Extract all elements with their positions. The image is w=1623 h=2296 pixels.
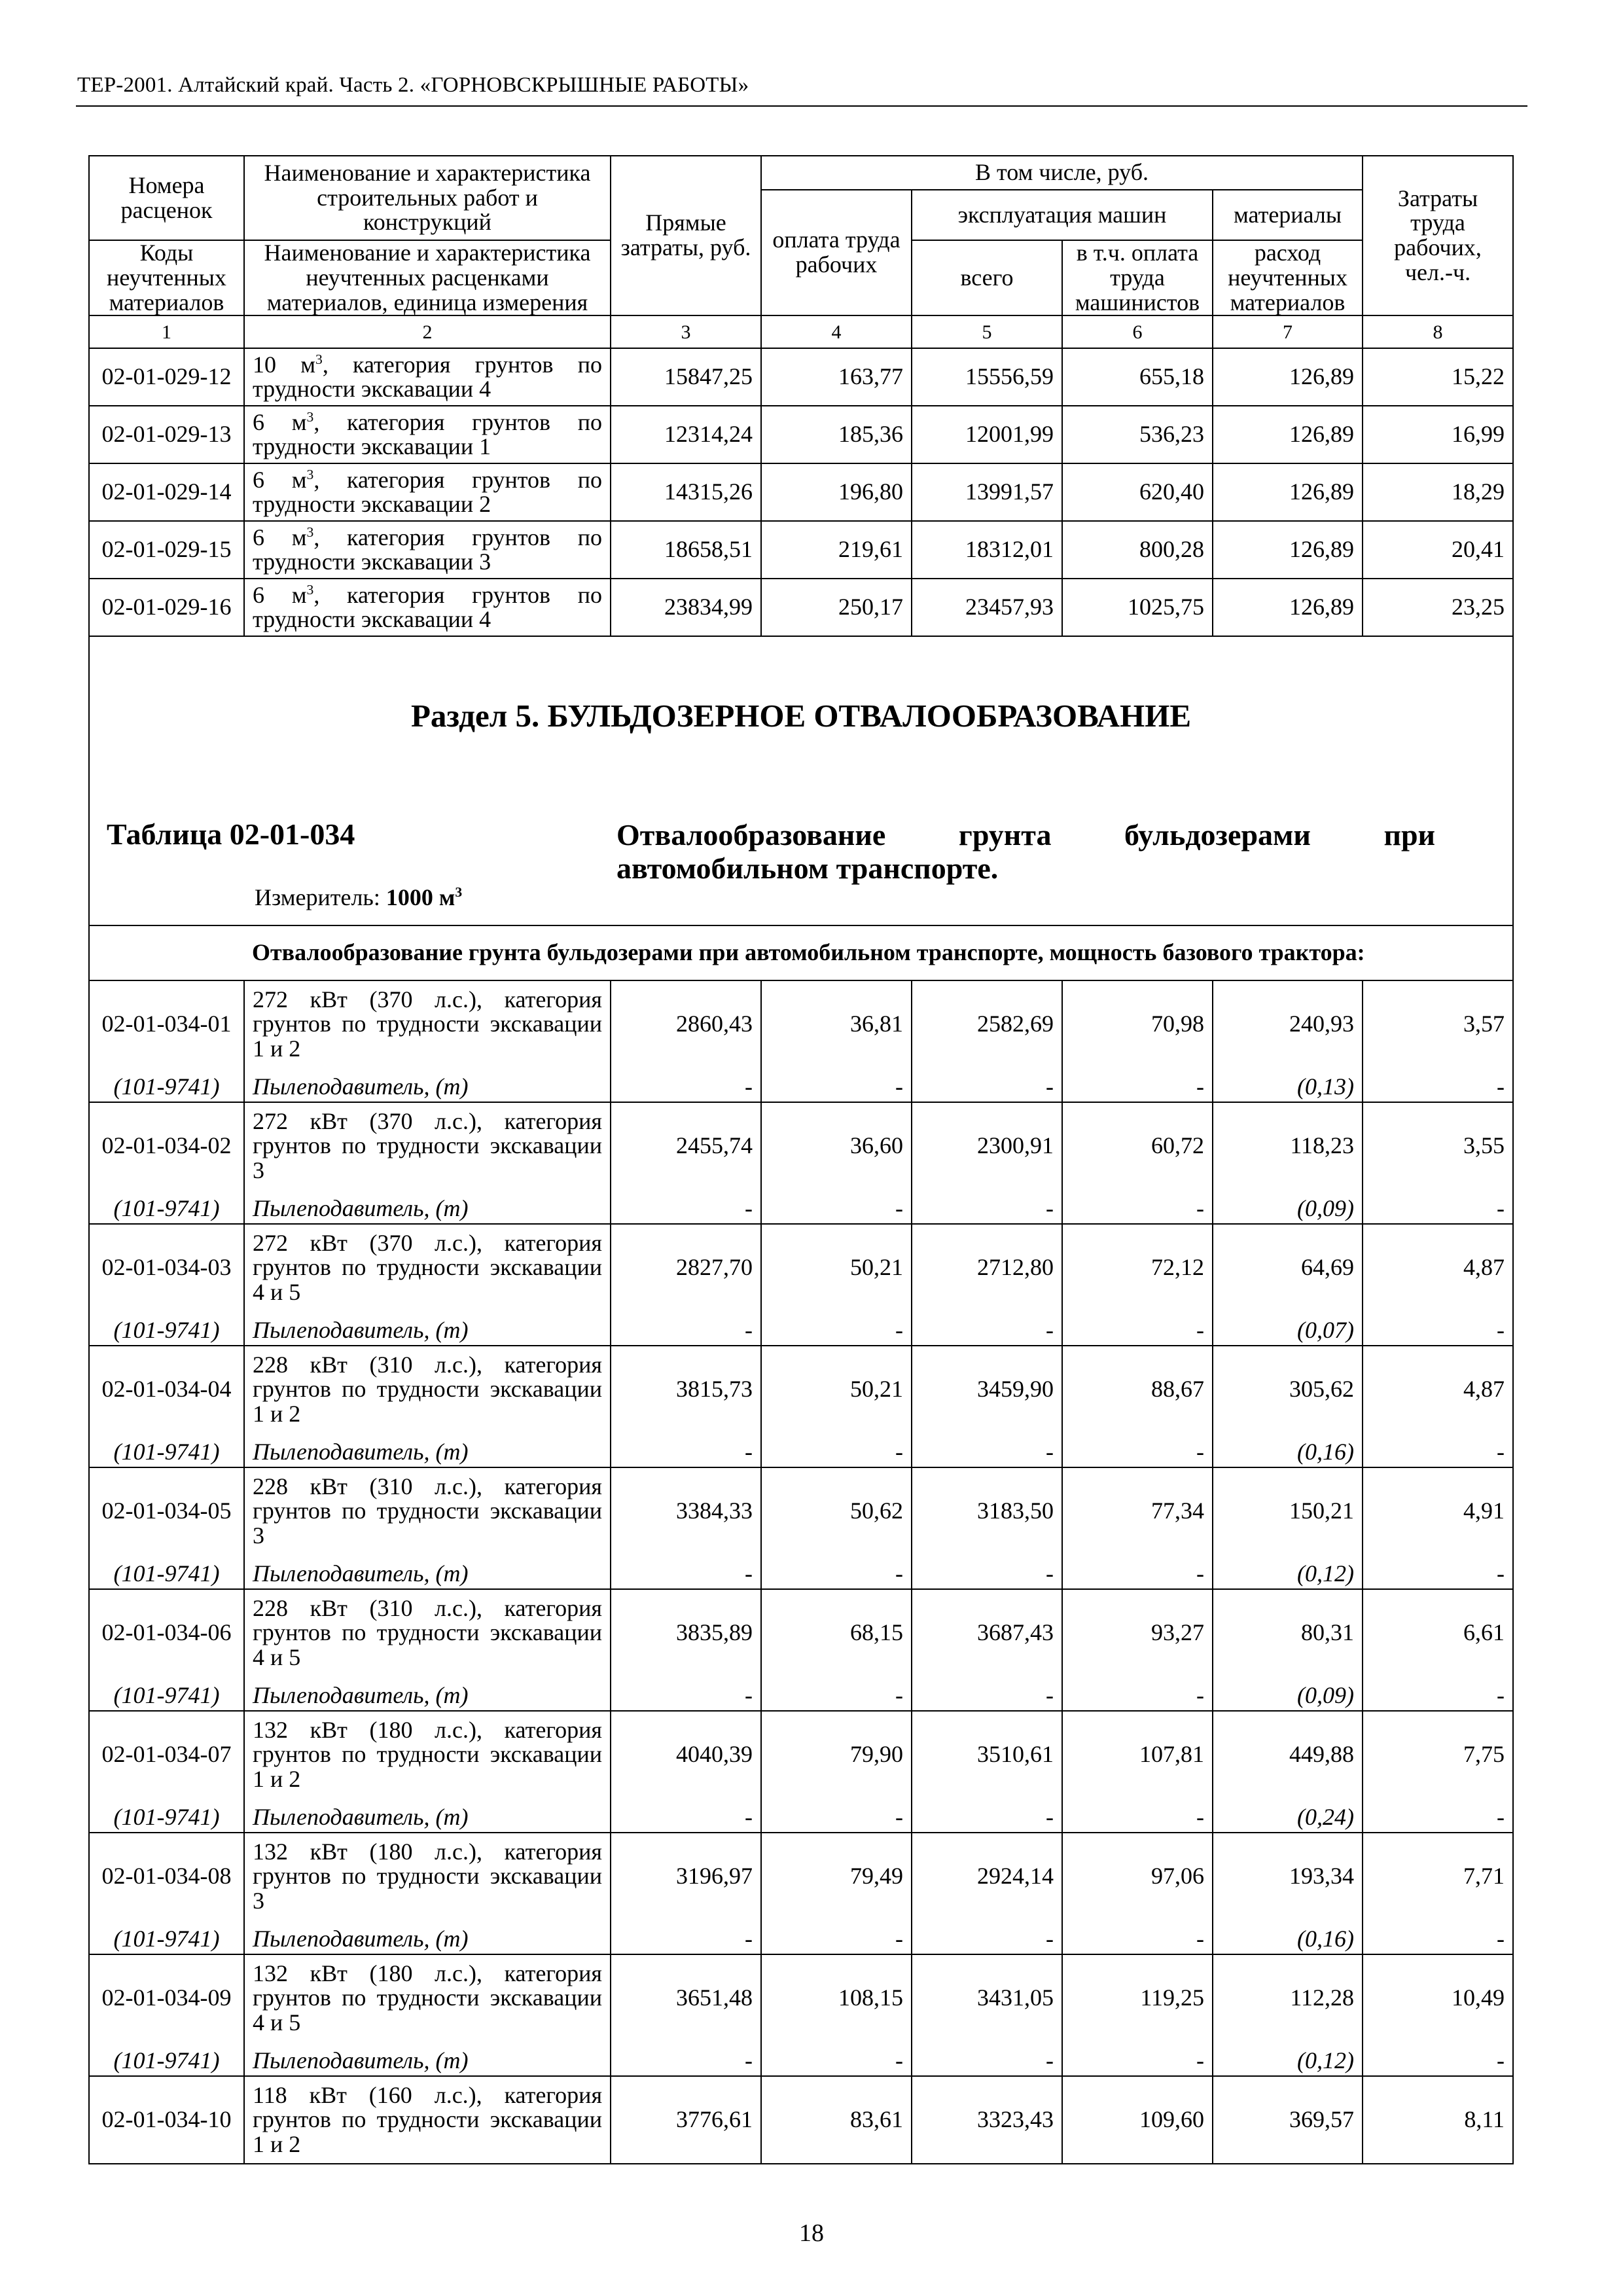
material-value: (0,09) xyxy=(1213,1676,1363,1711)
material-value: - xyxy=(1363,2041,1513,2076)
value-cell: 88,67 xyxy=(1062,1346,1213,1433)
value-cell: 109,60 xyxy=(1062,2076,1213,2164)
value-cell: 18658,51 xyxy=(611,521,761,579)
column-number: 3 xyxy=(611,315,761,348)
col-work-name: Наименование и характеристика строительных работ и конструкций xyxy=(244,156,611,240)
col-material-codes: Коды неучтенных материалов xyxy=(89,240,244,315)
column-number: 6 xyxy=(1062,315,1213,348)
material-name: Пылеподавитель, (т) xyxy=(244,1676,611,1711)
value-cell: 2300,91 xyxy=(912,1102,1062,1189)
value-cell: 250,17 xyxy=(761,579,912,636)
rates-table xyxy=(88,155,1514,2164)
material-value: - xyxy=(912,1433,1062,1467)
material-value: - xyxy=(611,1920,761,1954)
value-cell: 72,12 xyxy=(1062,1224,1213,1311)
value-cell: 126,89 xyxy=(1213,521,1363,579)
rate-name: 118 кВт (160 л.с.), категория грунтов по трудности экскавации 1 и 2 xyxy=(244,2076,611,2164)
rate-name: 132 кВт (180 л.с.), категория грунтов по трудности экскавации 4 и 5 xyxy=(244,1954,611,2041)
value-cell: 2712,80 xyxy=(912,1224,1062,1311)
value-cell: 3384,33 xyxy=(611,1467,761,1554)
value-cell: 3651,48 xyxy=(611,1954,761,2041)
material-value: (0,09) xyxy=(1213,1189,1363,1224)
table-row xyxy=(89,1589,1513,1676)
material-row xyxy=(89,1067,1513,1102)
rate-name: 272 кВт (370 л.с.), категория грунтов по трудности экскавации 1 и 2 xyxy=(244,980,611,1067)
material-value: - xyxy=(1062,1189,1213,1224)
measure-label: Измеритель: xyxy=(255,884,380,911)
material-row xyxy=(89,1433,1513,1467)
material-value: - xyxy=(912,2041,1062,2076)
value-cell: 15556,59 xyxy=(912,348,1062,406)
rate-name: 228 кВт (310 л.с.), категория грунтов по трудности экскавации 3 xyxy=(244,1467,611,1554)
measure-value: 1000 $м^3$ xyxy=(385,884,463,911)
material-value: - xyxy=(912,1067,1062,1102)
col-labor: Затраты труда рабочих, чел.-ч. xyxy=(1363,156,1513,315)
value-cell: 23,25 xyxy=(1363,579,1513,636)
column-number: 5 xyxy=(912,315,1062,348)
material-value: - xyxy=(761,1067,912,1102)
material-value: - xyxy=(912,1311,1062,1346)
material-row xyxy=(89,1920,1513,1954)
material-value: - xyxy=(611,1189,761,1224)
material-value: - xyxy=(912,1189,1062,1224)
material-name: Пылеподавитель, (т) xyxy=(244,1433,611,1467)
value-cell: 3183,50 xyxy=(912,1467,1062,1554)
material-value: - xyxy=(611,1798,761,1833)
table-row xyxy=(89,2076,1513,2164)
rate-code: 02-01-034-03 xyxy=(89,1224,244,1311)
value-cell: 6,61 xyxy=(1363,1589,1513,1676)
material-value: - xyxy=(761,1676,912,1711)
table-row xyxy=(89,463,1513,521)
value-cell: 79,49 xyxy=(761,1833,912,1920)
value-cell: 4,91 xyxy=(1363,1467,1513,1554)
material-code: (101-9741) xyxy=(89,1189,244,1224)
value-cell: 240,93 xyxy=(1213,980,1363,1067)
value-cell: 97,06 xyxy=(1062,1833,1213,1920)
value-cell: 12001,99 xyxy=(912,406,1062,463)
value-cell: 16,99 xyxy=(1363,406,1513,463)
table-id: Таблица 02-01-034 xyxy=(107,817,355,852)
table-row xyxy=(89,1833,1513,1920)
value-cell: 3687,43 xyxy=(912,1589,1062,1676)
col-incl-machinist-wages: в т.ч. оплата труда машинистов xyxy=(1062,240,1213,315)
value-cell: 23457,93 xyxy=(912,579,1062,636)
rate-name: 272 кВт (370 л.с.), категория грунтов по трудности экскавации 4 и 5 xyxy=(244,1224,611,1311)
value-cell: 50,21 xyxy=(761,1224,912,1311)
material-row xyxy=(89,1676,1513,1711)
value-cell: 118,23 xyxy=(1213,1102,1363,1189)
rate-name: 6 $м^3$, категория грунтов по трудности экскавации 1 xyxy=(244,406,611,463)
header-row-1 xyxy=(89,156,1513,190)
material-name: Пылеподавитель, (т) xyxy=(244,1554,611,1589)
material-value: - xyxy=(761,1433,912,1467)
table-row xyxy=(89,1467,1513,1554)
material-value: (0,16) xyxy=(1213,1433,1363,1467)
material-name: Пылеподавитель, (т) xyxy=(244,1920,611,1954)
material-value: - xyxy=(1363,1554,1513,1589)
rate-name: 10 $м^3$, категория грунтов по трудности экскавации 4 xyxy=(244,348,611,406)
material-value: - xyxy=(1363,1311,1513,1346)
value-cell: 79,90 xyxy=(761,1711,912,1798)
material-row xyxy=(89,1189,1513,1224)
value-cell: 2582,69 xyxy=(912,980,1062,1067)
rate-name: 6 $м^3$, категория грунтов по трудности экскавации 2 xyxy=(244,463,611,521)
value-cell: 3323,43 xyxy=(912,2076,1062,2164)
material-value: - xyxy=(1062,1311,1213,1346)
material-name: Пылеподавитель, (т) xyxy=(244,1067,611,1102)
material-value: - xyxy=(761,1311,912,1346)
value-cell: 112,28 xyxy=(1213,1954,1363,2041)
rate-code: 02-01-034-05 xyxy=(89,1467,244,1554)
value-cell: 150,21 xyxy=(1213,1467,1363,1554)
value-cell: 50,62 xyxy=(761,1467,912,1554)
material-value: - xyxy=(1363,1676,1513,1711)
value-cell: 163,77 xyxy=(761,348,912,406)
value-cell: 2924,14 xyxy=(912,1833,1062,1920)
table-title: Отвалообразование грунта бульдозерами при автомобильном транспорте. xyxy=(616,818,1436,885)
material-row xyxy=(89,1554,1513,1589)
rate-code: 02-01-029-16 xyxy=(89,579,244,636)
material-value: - xyxy=(912,1676,1062,1711)
material-value: - xyxy=(761,1189,912,1224)
value-cell: 108,15 xyxy=(761,1954,912,2041)
material-value: - xyxy=(611,1676,761,1711)
col-rate-numbers: Номера расценок xyxy=(89,156,244,240)
column-number: 8 xyxy=(1363,315,1513,348)
value-cell: 2827,70 xyxy=(611,1224,761,1311)
value-cell: 4,87 xyxy=(1363,1346,1513,1433)
header-rule xyxy=(76,105,1527,107)
section-block xyxy=(89,636,1513,925)
value-cell: 13991,57 xyxy=(912,463,1062,521)
material-code: (101-9741) xyxy=(89,1554,244,1589)
material-value: - xyxy=(912,1920,1062,1954)
material-name: Пылеподавитель, (т) xyxy=(244,2041,611,2076)
material-code: (101-9741) xyxy=(89,2041,244,2076)
material-value: - xyxy=(611,2041,761,2076)
rate-code: 02-01-034-04 xyxy=(89,1346,244,1433)
value-cell: 3431,05 xyxy=(912,1954,1062,2041)
page-header: ТЕР-2001. Алтайский край. Часть 2. «ГОРНОВСКРЫШНЫЕ РАБОТЫ» xyxy=(77,73,749,97)
value-cell: 193,34 xyxy=(1213,1833,1363,1920)
col-materials: материалы xyxy=(1213,190,1363,240)
value-cell: 64,69 xyxy=(1213,1224,1363,1311)
value-cell: 4,87 xyxy=(1363,1224,1513,1311)
value-cell: 36,81 xyxy=(761,980,912,1067)
rate-code: 02-01-034-10 xyxy=(89,2076,244,2164)
column-numbers-row xyxy=(89,315,1513,348)
value-cell: 196,80 xyxy=(761,463,912,521)
material-code: (101-9741) xyxy=(89,1433,244,1467)
value-cell: 20,41 xyxy=(1363,521,1513,579)
table-row xyxy=(89,348,1513,406)
table-row xyxy=(89,521,1513,579)
value-cell: 655,18 xyxy=(1062,348,1213,406)
value-cell: 15847,25 xyxy=(611,348,761,406)
value-cell: 126,89 xyxy=(1213,348,1363,406)
value-cell: 93,27 xyxy=(1062,1589,1213,1676)
material-value: - xyxy=(1363,1189,1513,1224)
subheader-row xyxy=(89,925,1513,980)
material-value: - xyxy=(1062,1067,1213,1102)
rate-name: 6 $м^3$, категория грунтов по трудности экскавации 4 xyxy=(244,579,611,636)
value-cell: 15,22 xyxy=(1363,348,1513,406)
material-value: (0,24) xyxy=(1213,1798,1363,1833)
material-code: (101-9741) xyxy=(89,1311,244,1346)
material-value: - xyxy=(1363,1067,1513,1102)
column-number: 7 xyxy=(1213,315,1363,348)
value-cell: 36,60 xyxy=(761,1102,912,1189)
material-value: (0,12) xyxy=(1213,1554,1363,1589)
table-row xyxy=(89,980,1513,1067)
value-cell: 83,61 xyxy=(761,2076,912,2164)
value-cell: 18,29 xyxy=(1363,463,1513,521)
material-value: (0,12) xyxy=(1213,2041,1363,2076)
value-cell: 4040,39 xyxy=(611,1711,761,1798)
material-name: Пылеподавитель, (т) xyxy=(244,1311,611,1346)
material-name: Пылеподавитель, (т) xyxy=(244,1189,611,1224)
material-value: (0,16) xyxy=(1213,1920,1363,1954)
value-cell: 3510,61 xyxy=(912,1711,1062,1798)
material-value: - xyxy=(611,1433,761,1467)
value-cell: 77,34 xyxy=(1062,1467,1213,1554)
material-code: (101-9741) xyxy=(89,1920,244,1954)
material-value: - xyxy=(761,1554,912,1589)
material-value: - xyxy=(912,1554,1062,1589)
material-value: - xyxy=(611,1554,761,1589)
col-machine-operation: эксплуатация машин xyxy=(912,190,1213,240)
rate-code: 02-01-029-13 xyxy=(89,406,244,463)
material-value: - xyxy=(1062,1798,1213,1833)
material-value: - xyxy=(1062,1433,1213,1467)
value-cell: 23834,99 xyxy=(611,579,761,636)
value-cell: 2455,74 xyxy=(611,1102,761,1189)
value-cell: 60,72 xyxy=(1062,1102,1213,1189)
table-row xyxy=(89,1711,1513,1798)
material-value: - xyxy=(1062,1676,1213,1711)
material-value: - xyxy=(1363,1798,1513,1833)
col-material-consumption: расход неучтенных материалов xyxy=(1213,240,1363,315)
subheader-spacer xyxy=(89,925,244,980)
material-value: - xyxy=(1363,1433,1513,1467)
rate-name: 132 кВт (180 л.с.), категория грунтов по трудности экскавации 3 xyxy=(244,1833,611,1920)
value-cell: 449,88 xyxy=(1213,1711,1363,1798)
material-code: (101-9741) xyxy=(89,1798,244,1833)
material-value: - xyxy=(761,1920,912,1954)
value-cell: 305,62 xyxy=(1213,1346,1363,1433)
value-cell: 3,57 xyxy=(1363,980,1513,1067)
rate-name: 228 кВт (310 л.с.), категория грунтов по трудности экскавации 1 и 2 xyxy=(244,1346,611,1433)
value-cell: 126,89 xyxy=(1213,579,1363,636)
material-value: (0,13) xyxy=(1213,1067,1363,1102)
table-row xyxy=(89,1224,1513,1311)
value-cell: 126,89 xyxy=(1213,406,1363,463)
value-cell: 219,61 xyxy=(761,521,912,579)
table-row xyxy=(89,1346,1513,1433)
material-value: - xyxy=(1062,2041,1213,2076)
value-cell: 8,11 xyxy=(1363,2076,1513,2164)
value-cell: 3459,90 xyxy=(912,1346,1062,1433)
section-row xyxy=(89,636,1513,925)
rate-name: 272 кВт (370 л.с.), категория грунтов по трудности экскавации 3 xyxy=(244,1102,611,1189)
value-cell: 3196,97 xyxy=(611,1833,761,1920)
table-row xyxy=(89,1954,1513,2041)
rate-name: 132 кВт (180 л.с.), категория грунтов по трудности экскавации 1 и 2 xyxy=(244,1711,611,1798)
value-cell: 12314,24 xyxy=(611,406,761,463)
material-value: - xyxy=(1062,1920,1213,1954)
value-cell: 10,49 xyxy=(1363,1954,1513,2041)
value-cell: 3815,73 xyxy=(611,1346,761,1433)
value-cell: 1025,75 xyxy=(1062,579,1213,636)
section-title: Раздел 5. БУЛЬДОЗЕРНОЕ ОТВАЛООБРАЗОВАНИЕ xyxy=(410,698,1192,734)
rate-name: 228 кВт (310 л.с.), категория грунтов по трудности экскавации 4 и 5 xyxy=(244,1589,611,1676)
value-cell: 18312,01 xyxy=(912,521,1062,579)
value-cell: 800,28 xyxy=(1062,521,1213,579)
material-value: - xyxy=(611,1311,761,1346)
col-wages: оплата труда рабочих xyxy=(761,190,912,315)
rate-code: 02-01-029-14 xyxy=(89,463,244,521)
rate-code: 02-01-034-09 xyxy=(89,1954,244,2041)
table-row xyxy=(89,1102,1513,1189)
rate-code: 02-01-034-08 xyxy=(89,1833,244,1920)
table-row xyxy=(89,406,1513,463)
material-value: - xyxy=(912,1798,1062,1833)
column-number: 2 xyxy=(244,315,611,348)
material-code: (101-9741) xyxy=(89,1676,244,1711)
material-name: Пылеподавитель, (т) xyxy=(244,1798,611,1833)
value-cell: 70,98 xyxy=(1062,980,1213,1067)
column-number: 1 xyxy=(89,315,244,348)
measure xyxy=(255,886,462,910)
value-cell: 7,71 xyxy=(1363,1833,1513,1920)
material-row xyxy=(89,2041,1513,2076)
material-row xyxy=(89,1311,1513,1346)
col-total: всего xyxy=(912,240,1062,315)
material-value: - xyxy=(1363,1920,1513,1954)
value-cell: 119,25 xyxy=(1062,1954,1213,2041)
col-material-name: Наименование и характеристика неучтенных расценками материалов, единица измерения xyxy=(244,240,611,315)
value-cell: 3835,89 xyxy=(611,1589,761,1676)
value-cell: 536,23 xyxy=(1062,406,1213,463)
value-cell: 3776,61 xyxy=(611,2076,761,2164)
column-number: 4 xyxy=(761,315,912,348)
rate-name: 6 $м^3$, категория грунтов по трудности экскавации 3 xyxy=(244,521,611,579)
rate-code: 02-01-034-01 xyxy=(89,980,244,1067)
value-cell: 107,81 xyxy=(1062,1711,1213,1798)
value-cell: 14315,26 xyxy=(611,463,761,521)
col-direct-costs: Прямые затраты, руб. xyxy=(611,156,761,315)
page-number: 18 xyxy=(799,2219,824,2247)
table-row xyxy=(89,579,1513,636)
rate-code: 02-01-034-06 xyxy=(89,1589,244,1676)
material-value: (0,07) xyxy=(1213,1311,1363,1346)
col-incl-rub: В том числе, руб. xyxy=(761,156,1363,190)
subheader-text: Отвалообразование грунта бульдозерами при автомобильном транспорте, мощность базового трактора: xyxy=(244,925,1513,980)
value-cell: 68,15 xyxy=(761,1589,912,1676)
rate-code: 02-01-029-15 xyxy=(89,521,244,579)
value-cell: 7,75 xyxy=(1363,1711,1513,1798)
value-cell: 185,36 xyxy=(761,406,912,463)
value-cell: 369,57 xyxy=(1213,2076,1363,2164)
value-cell: 620,40 xyxy=(1062,463,1213,521)
material-value: - xyxy=(1062,1554,1213,1589)
material-row xyxy=(89,1798,1513,1833)
material-value: - xyxy=(611,1067,761,1102)
rate-code: 02-01-034-07 xyxy=(89,1711,244,1798)
value-cell: 80,31 xyxy=(1213,1589,1363,1676)
value-cell: 126,89 xyxy=(1213,463,1363,521)
value-cell: 3,55 xyxy=(1363,1102,1513,1189)
value-cell: 50,21 xyxy=(761,1346,912,1433)
material-value: - xyxy=(761,1798,912,1833)
value-cell: 2860,43 xyxy=(611,980,761,1067)
rate-code: 02-01-029-12 xyxy=(89,348,244,406)
rate-code: 02-01-034-02 xyxy=(89,1102,244,1189)
material-code: (101-9741) xyxy=(89,1067,244,1102)
material-value: - xyxy=(761,2041,912,2076)
